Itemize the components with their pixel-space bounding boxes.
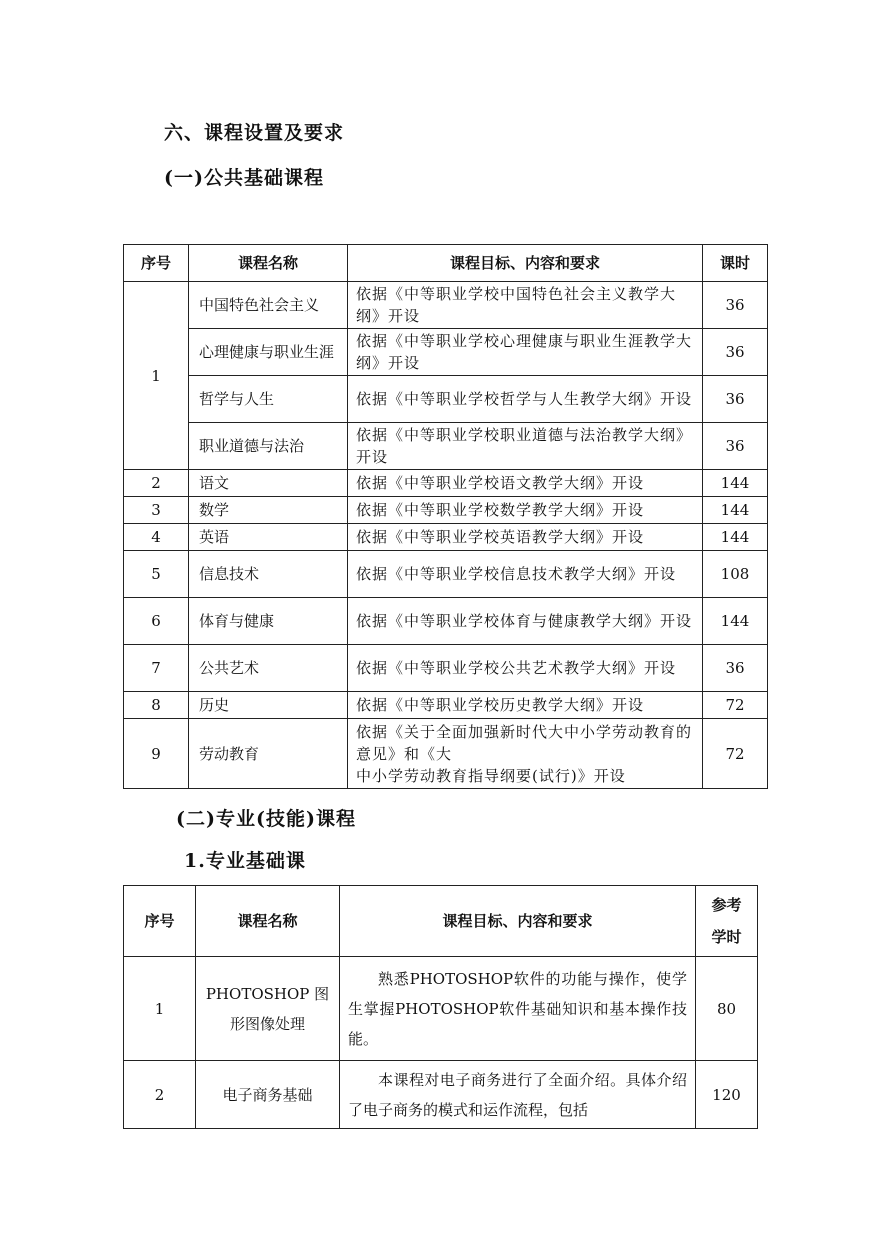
- course-hours: 36: [703, 376, 768, 423]
- public-courses-table: [123, 244, 768, 789]
- table-row: [124, 719, 768, 789]
- course-desc: 依据《中等职业学校信息技术教学大纲》开设: [348, 551, 703, 598]
- course-desc-line: 依据《关于全面加强新时代大中小学劳动教育的意见》和《大: [356, 722, 693, 763]
- header-name: 课程名称: [196, 886, 340, 957]
- course-name: 语文: [189, 470, 348, 497]
- header-desc: 课程目标、内容和要求: [340, 886, 696, 957]
- course-hours: 36: [703, 282, 768, 329]
- course-hours: 144: [703, 524, 768, 551]
- row-no: 2: [124, 470, 189, 497]
- row-no: 6: [124, 598, 189, 645]
- row-no: 3: [124, 497, 189, 524]
- row-no: 4: [124, 524, 189, 551]
- course-desc: 依据《中等职业学校公共艺术教学大纲》开设: [348, 645, 703, 692]
- header-hours: [696, 886, 758, 957]
- row-no: 5: [124, 551, 189, 598]
- course-name: 心理健康与职业生涯: [189, 329, 348, 376]
- course-hours: 144: [703, 598, 768, 645]
- table-row: [124, 692, 768, 719]
- course-desc: 依据《中等职业学校英语教学大纲》开设: [348, 524, 703, 551]
- course-desc: 依据《中等职业学校职业道德与法治教学大纲》开设: [348, 423, 703, 470]
- course-hours: 36: [703, 329, 768, 376]
- course-desc: 依据《中等职业学校心理健康与职业生涯教学大纲》开设: [348, 329, 703, 376]
- course-name: 哲学与人生: [189, 376, 348, 423]
- course-name: 劳动教育: [189, 719, 348, 789]
- course-desc: 依据《中等职业学校语文教学大纲》开设: [348, 470, 703, 497]
- header-hours: 课时: [703, 245, 768, 282]
- table-header-row: [124, 245, 768, 282]
- header-hours-line: 参考: [711, 896, 742, 914]
- course-hours: 72: [703, 719, 768, 789]
- course-desc: 依据《中等职业学校体育与健康教学大纲》开设: [348, 598, 703, 645]
- table-row: [124, 551, 768, 598]
- course-hours: 120: [696, 1061, 758, 1129]
- row-no: 8: [124, 692, 189, 719]
- row-no: 1: [124, 957, 196, 1061]
- header-name: 课程名称: [189, 245, 348, 282]
- section-title: 六、课程设置及要求: [164, 122, 345, 144]
- table-row: [124, 524, 768, 551]
- header-hours-line: 学时: [711, 928, 742, 946]
- course-hours: 80: [696, 957, 758, 1061]
- course-desc: 依据《中等职业学校哲学与人生教学大纲》开设: [348, 376, 703, 423]
- course-name: 信息技术: [189, 551, 348, 598]
- course-desc: 依据《中等职业学校中国特色社会主义教学大纲》开设: [348, 282, 703, 329]
- header-desc: 课程目标、内容和要求: [348, 245, 703, 282]
- header-no: 序号: [124, 245, 189, 282]
- course-hours: 72: [703, 692, 768, 719]
- table-row: [124, 598, 768, 645]
- public-courses-heading: (一)公共基础课程: [164, 167, 324, 189]
- course-hours: 108: [703, 551, 768, 598]
- table-row: [124, 329, 768, 376]
- row-no: 9: [124, 719, 189, 789]
- row-no: 2: [124, 1061, 196, 1129]
- table-row: [124, 1061, 758, 1129]
- course-hours: 144: [703, 470, 768, 497]
- course-desc: 本课程对电子商务进行了全面介绍。具体介绍了电子商务的模式和运作流程，包括: [340, 1061, 696, 1129]
- foundation-courses-heading: 1.专业基础课: [184, 850, 306, 872]
- course-desc: [348, 719, 703, 789]
- table-row: [124, 470, 768, 497]
- row-no: 1: [124, 282, 189, 470]
- table-row: [124, 645, 768, 692]
- course-hours: 144: [703, 497, 768, 524]
- table-row: [124, 957, 758, 1061]
- table-row: [124, 497, 768, 524]
- course-desc: 熟悉PHOTOSHOP软件的功能与操作，使学生掌握PHOTOSHOP软件基础知识和基本操作技能。: [340, 957, 696, 1061]
- course-hours: 36: [703, 423, 768, 470]
- course-name: PHOTOSHOP 图形图像处理: [196, 957, 340, 1061]
- course-name: 数学: [189, 497, 348, 524]
- course-name: 体育与健康: [189, 598, 348, 645]
- course-desc: 依据《中等职业学校历史教学大纲》开设: [348, 692, 703, 719]
- table-header-row: [124, 886, 758, 957]
- course-desc: 依据《中等职业学校数学教学大纲》开设: [348, 497, 703, 524]
- table-row: [124, 282, 768, 329]
- course-name: 职业道德与法治: [189, 423, 348, 470]
- row-no: 7: [124, 645, 189, 692]
- course-desc-line: 中小学劳动教育指导纲要(试行)》开设: [356, 766, 626, 785]
- course-hours: 36: [703, 645, 768, 692]
- table-row: [124, 423, 768, 470]
- header-no: 序号: [124, 886, 196, 957]
- foundation-courses-table: [123, 885, 758, 1129]
- professional-courses-heading: (二)专业(技能)课程: [176, 808, 356, 830]
- course-name: 历史: [189, 692, 348, 719]
- course-name: 公共艺术: [189, 645, 348, 692]
- course-name: 中国特色社会主义: [189, 282, 348, 329]
- course-name: 电子商务基础: [196, 1061, 340, 1129]
- course-name: 英语: [189, 524, 348, 551]
- table-row: [124, 376, 768, 423]
